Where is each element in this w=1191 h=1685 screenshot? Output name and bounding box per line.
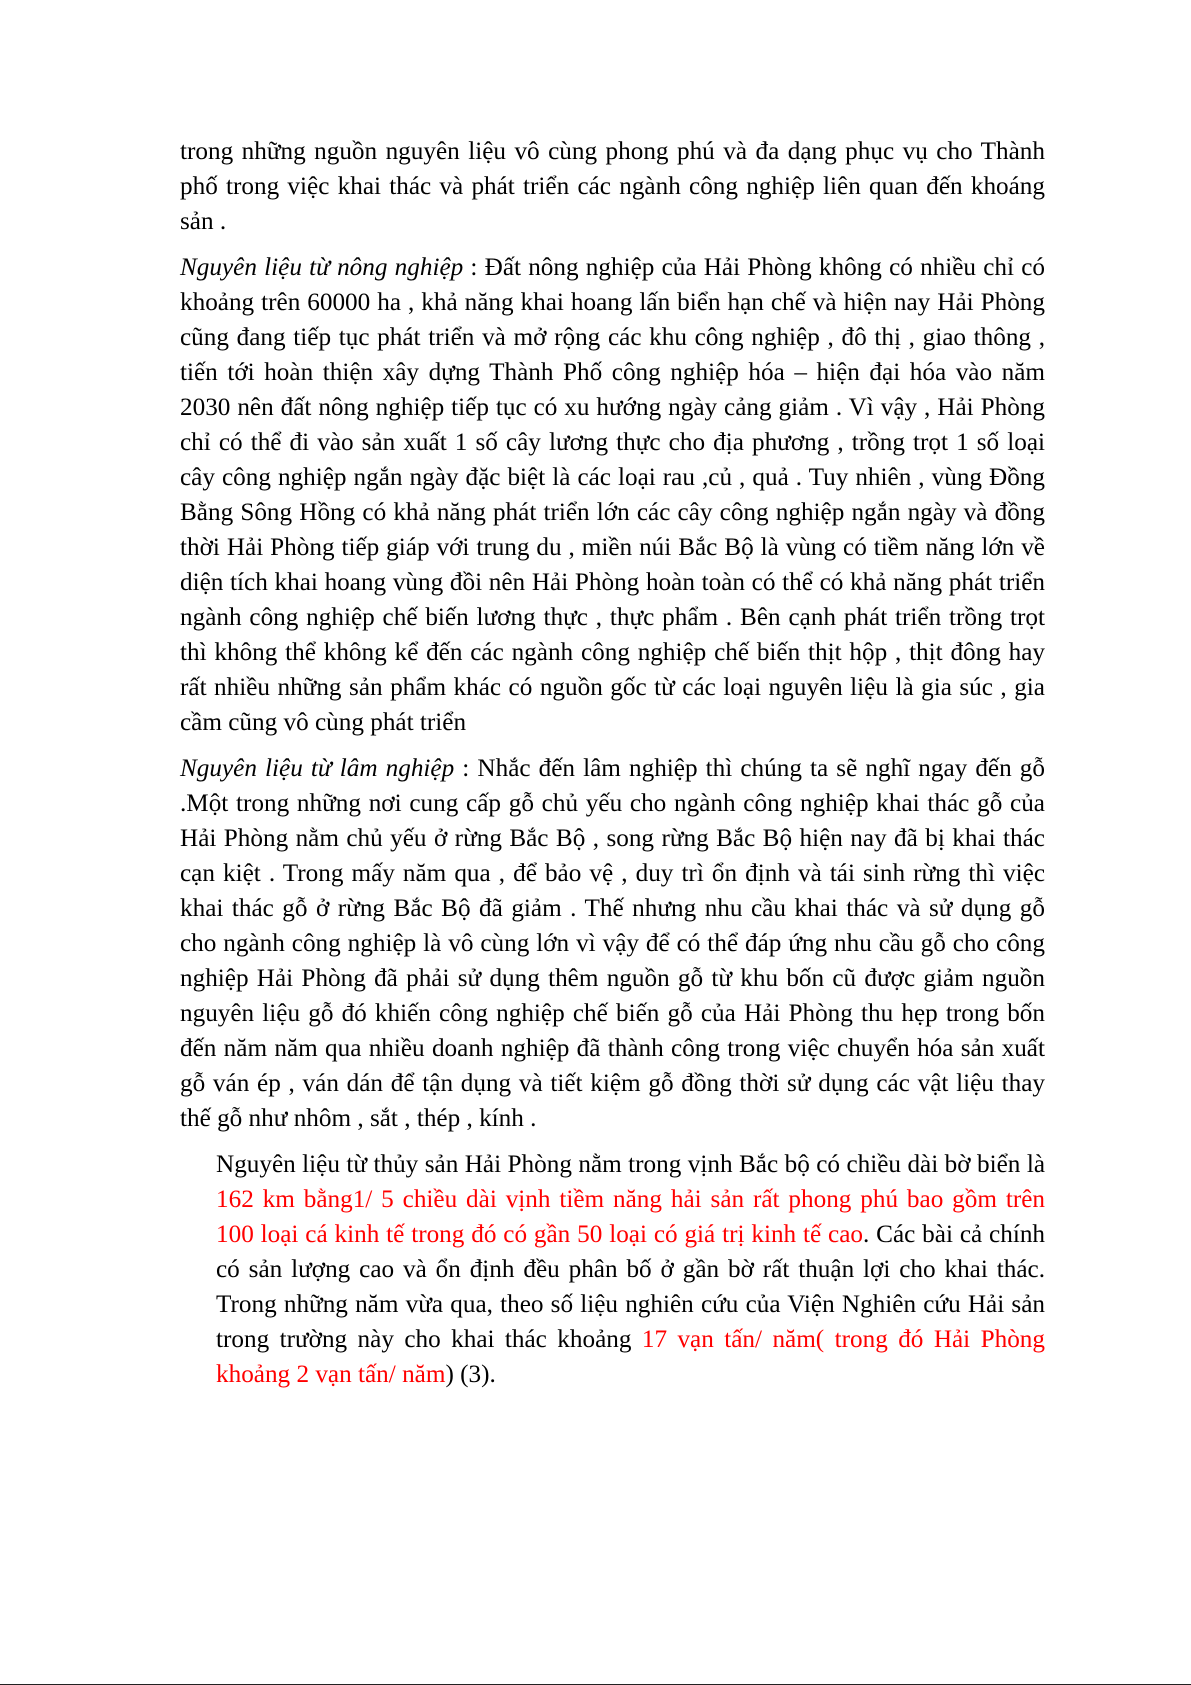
section-heading-agriculture: Nguyên liệu từ nông nghiệp (180, 254, 464, 281)
paragraph-agriculture (180, 250, 1045, 740)
highlighted-text: 17 vạn tấn/ năm( trong đó Hải Phòng khoảng 2 vạn tấn/ năm (216, 1326, 1045, 1388)
paragraph-text: ) (3). (445, 1361, 496, 1388)
paragraph-fishery (180, 1147, 1045, 1392)
paragraph-text: . Các bài cả chính có sản lượng cao và ổn định đều phân bố ở gần bờ rất thuận lợi cho khai thác. Trong những năm vừa qua, theo số liệu nghiên cứu của Viện Nghiên cứu Hải sản trong trường này cho khai thác khoảng (216, 1221, 1046, 1353)
document-body (180, 134, 1045, 1403)
paragraph-text: trong những nguồn nguyên liệu vô cùng phong phú và đa dạng phục vụ cho Thành phố trong việc khai thác và phát triển các ngành công nghiệp liên quan đến khoáng sản . (180, 138, 1045, 235)
section-heading-forestry: Nguyên liệu từ lâm nghiệp (180, 755, 455, 782)
paragraph-text: : Đất nông nghiệp của Hải Phòng không có nhiều chỉ có khoảng trên 60000 ha , khả năng khai hoang lấn biển hạn chế và hiện nay Hải Phòng cũng đang tiếp tục phát triển và mở rộng các khu công nghiệp , đô thị , giao thông , tiến tới hoàn thiện xây dựng Thành Phố công nghiệp hóa – hiện đại hóa vào năm 2030 nên đất nông nghiệp tiếp tục có xu hướng ngày cảng giảm . Vì vậy , Hải Phòng chỉ có thể đi vào sản xuất 1 số cây lương thực cho địa phương , trồng trọt 1 số loại cây công nghiệp ngắn ngày đặc biệt là các loại rau ,củ , quả . Tuy nhiên , vùng Đồng Bằng Sông Hồng có khả năng phát triển lớn các cây công nghiệp ngắn ngày và đồng thời Hải Phòng tiếp giáp với trung du , miền núi Bắc Bộ là vùng có tiềm năng lớn về diện tích khai hoang vùng đồi nên Hải Phòng hoàn toàn có thể có khả năng phát triển ngành công nghiệp chế biến lương thực , thực phẩm . Bên cạnh phát triển trồng trọt thì không thể không kể đến các ngành công nghiệp chế biến thịt hộp , thịt đông hay rất nhiều những sản phẩm khác có nguồn gốc từ các loại nguyên liệu là gia súc , gia cầm cũng vô cùng phát triển (180, 254, 1045, 736)
paragraph-forestry (180, 751, 1045, 1136)
paragraph-text: : Nhắc đến lâm nghiệp thì chúng ta sẽ nghĩ ngay đến gỗ .Một trong những nơi cung cấp gỗ chủ yếu cho ngành công nghiệp khai thác gỗ của Hải Phòng nằm chủ yếu ở rừng Bắc Bộ , song rừng Bắc Bộ hiện nay đã bị khai thác cạn kiệt . Trong mấy năm qua , để bảo vệ , duy trì ổn định và tái sinh rừng thì việc khai thác gỗ ở rừng Bắc Bộ đã giảm . Thế nhưng nhu cầu khai thác và sử dụng gỗ cho ngành công nghiệp là vô cùng lớn vì vậy để có thể đáp ứng nhu cầu gỗ cho công nghiệp Hải Phòng đã phải sử dụng thêm nguồn gỗ từ khu bốn cũ được giảm nguồn nguyên liệu gỗ đó khiến công nghiệp chế biến gỗ của Hải Phòng thu hẹp trong bốn đến năm năm qua nhiều doanh nghiệp đã thành công trong việc chuyển hóa sản xuất gỗ ván ép , ván dán để tận dụng và tiết kiệm gỗ đồng thời sử dụng các vật liệu thay thế gỗ như nhôm , sắt , thép , kính . (180, 755, 1045, 1132)
paragraph-text: Nguyên liệu từ thủy sản Hải Phòng nằm trong vịnh Bắc bộ có chiều dài bờ biển là (216, 1151, 1045, 1178)
highlighted-text: 162 km bằng1/ 5 chiều dài vịnh tiềm năng hải sản rất phong phú bao gồm trên 100 loại cá kinh tế trong đó có gần 50 loại có giá trị kinh tế cao (216, 1186, 1045, 1248)
paragraph-mineral-intro (180, 134, 1045, 239)
